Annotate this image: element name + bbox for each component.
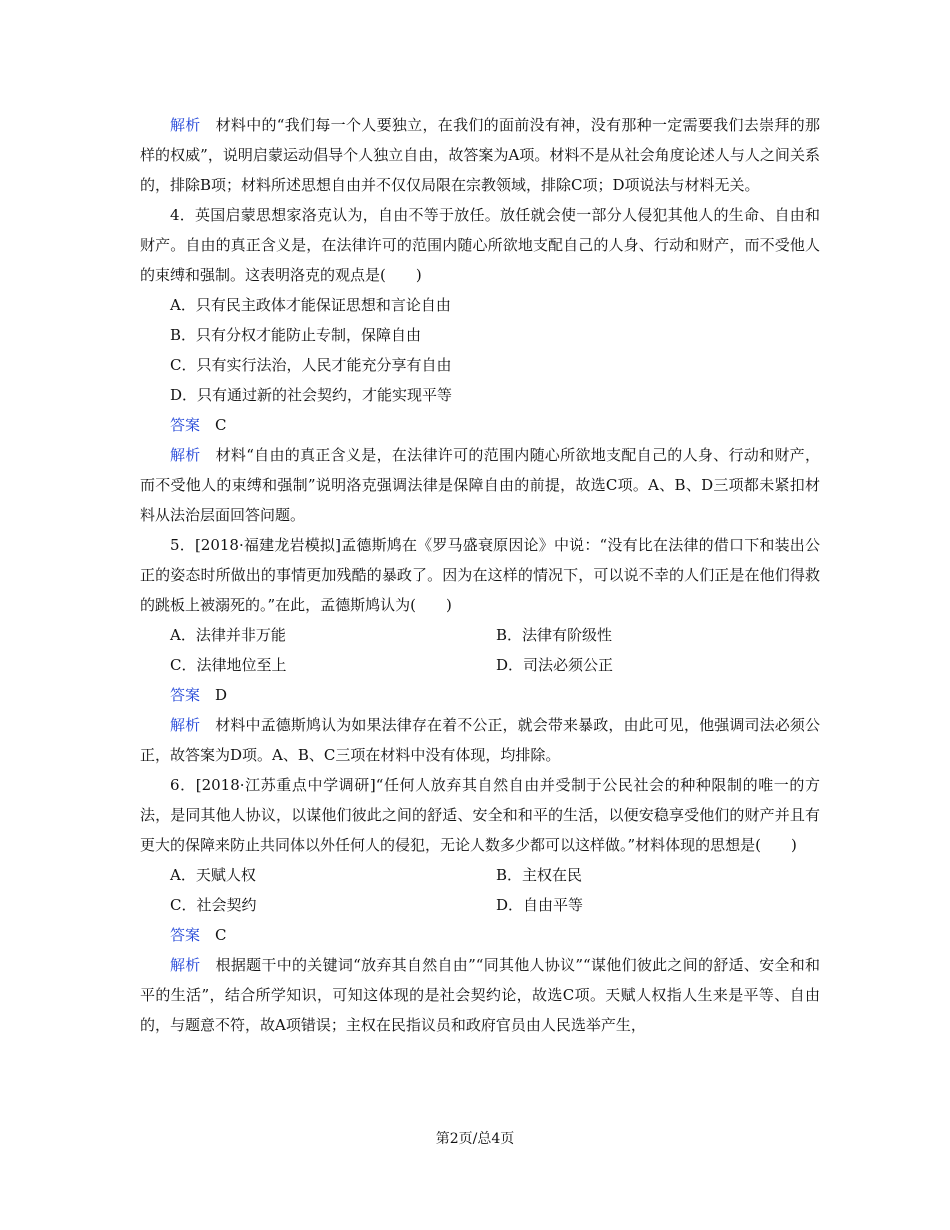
analysis-tag: 解析 — [170, 956, 201, 974]
q5-options-row-2 — [140, 650, 820, 680]
q5-option-c: C．法律地位至上 — [170, 656, 287, 674]
q5-option-a: A．法律并非万能 — [170, 626, 286, 644]
answer-tag: 答案 — [170, 686, 201, 704]
document-page — [140, 110, 820, 1040]
q6-option-a: A．天赋人权 — [170, 866, 256, 884]
analysis-text: 根据题干中的关键词“放弃其自然自由”“同其他人协议”“谋他们彼此之间的舒适、安全和和平的生活”，结合所学知识，可知这体现的是社会契约论，故选C项。天赋人权指人生来是平等、自由的，与题意不符，故A项错误；主权在民指议员和政府官员由人民选举产生， — [140, 956, 820, 1034]
question-4: 4．英国启蒙思想家洛克认为，自由不等于放任。放任就会使一部分人侵犯其他人的生命、自由和财产。自由的真正含义是，在法律许可的范围内随心所欲地支配自己的人身、行动和财产，而不受他人的束缚和强制。这表明洛克的观点是( ) — [140, 206, 820, 284]
q4-option-a: A．只有民主政体才能保证思想和言论自由 — [170, 296, 451, 314]
q5-option-d: D．司法必须公正 — [496, 656, 614, 674]
answer-q6 — [140, 920, 820, 950]
page-footer: 第2页/总4页 — [435, 1131, 515, 1147]
q5-options-row-1 — [140, 620, 820, 650]
answer-q5 — [140, 680, 820, 710]
answer-value: D — [215, 686, 228, 704]
analysis-text: 材料中孟德斯鸠认为如果法律存在着不公正，就会带来暴政，由此可见，他强调司法必须公正，故答案为D项。A、B、C三项在材料中没有体现，均排除。 — [140, 716, 820, 764]
question-6: 6．[2018·江苏重点中学调研]“任何人放弃其自然自由并受制于公民社会的种种限制的唯一的方法，是同其他人协议，以谋他们彼此之间的舒适、安全和和平的生活，以便安稳享受他们的财产并且有更大的保障来防止共同体以外任何人的侵犯，无论人数多少都可以这样做。”材料体现的思想是( ) — [140, 776, 820, 854]
q6-options-row-1 — [140, 860, 820, 890]
answer-q4 — [140, 410, 820, 440]
analysis-text: 材料中的“我们每一个人要独立，在我们的面前没有神，没有那种一定需要我们去崇拜的那样的权威”，说明启蒙运动倡导个人独立自由，故答案为A项。材料不是从社会角度论述人与人之间关系的，排除B项；材料所述思想自由并不仅仅局限在宗教领域，排除C项；D项说法与材料无关。 — [140, 116, 820, 194]
question-5: 5．[2018·福建龙岩模拟]孟德斯鸠在《罗马盛衰原因论》中说：“没有比在法律的借口下和装出公正的姿态时所做出的事情更加残酷的暴政了。因为在这样的情况下，可以说不幸的人们正是在他们得救的跳板上被溺死的。”在此，孟德斯鸠认为( ) — [140, 536, 820, 614]
q6-options-row-2 — [140, 890, 820, 920]
analysis-q3 — [140, 110, 820, 200]
analysis-text: 材料“自由的真正含义是，在法律许可的范围内随心所欲地支配自己的人身、行动和财产，而不受他人的束缚和强制”说明洛克强调法律是保障自由的前提，故选C项。A、B、D三项都未紧扣材料从法治层面回答问题。 — [140, 446, 820, 524]
q5-option-b: B．法律有阶级性 — [496, 626, 613, 644]
q6-option-c: C．社会契约 — [170, 896, 257, 914]
q6-option-b: B．主权在民 — [496, 866, 583, 884]
analysis-q4 — [140, 440, 820, 530]
answer-value: C — [215, 926, 227, 944]
analysis-tag: 解析 — [170, 116, 201, 134]
analysis-q5 — [140, 710, 820, 770]
q6-option-d: D．自由平等 — [496, 896, 584, 914]
analysis-q6 — [140, 950, 820, 1040]
analysis-tag: 解析 — [170, 446, 201, 464]
q4-option-b: B．只有分权才能防止专制，保障自由 — [170, 326, 422, 344]
answer-tag: 答案 — [170, 926, 201, 944]
answer-value: C — [215, 416, 227, 434]
q4-option-d: D．只有通过新的社会契约，才能实现平等 — [170, 386, 453, 404]
analysis-tag: 解析 — [170, 716, 201, 734]
answer-tag: 答案 — [170, 416, 201, 434]
q4-option-c: C．只有实行法治，人民才能充分享有自由 — [170, 356, 452, 374]
